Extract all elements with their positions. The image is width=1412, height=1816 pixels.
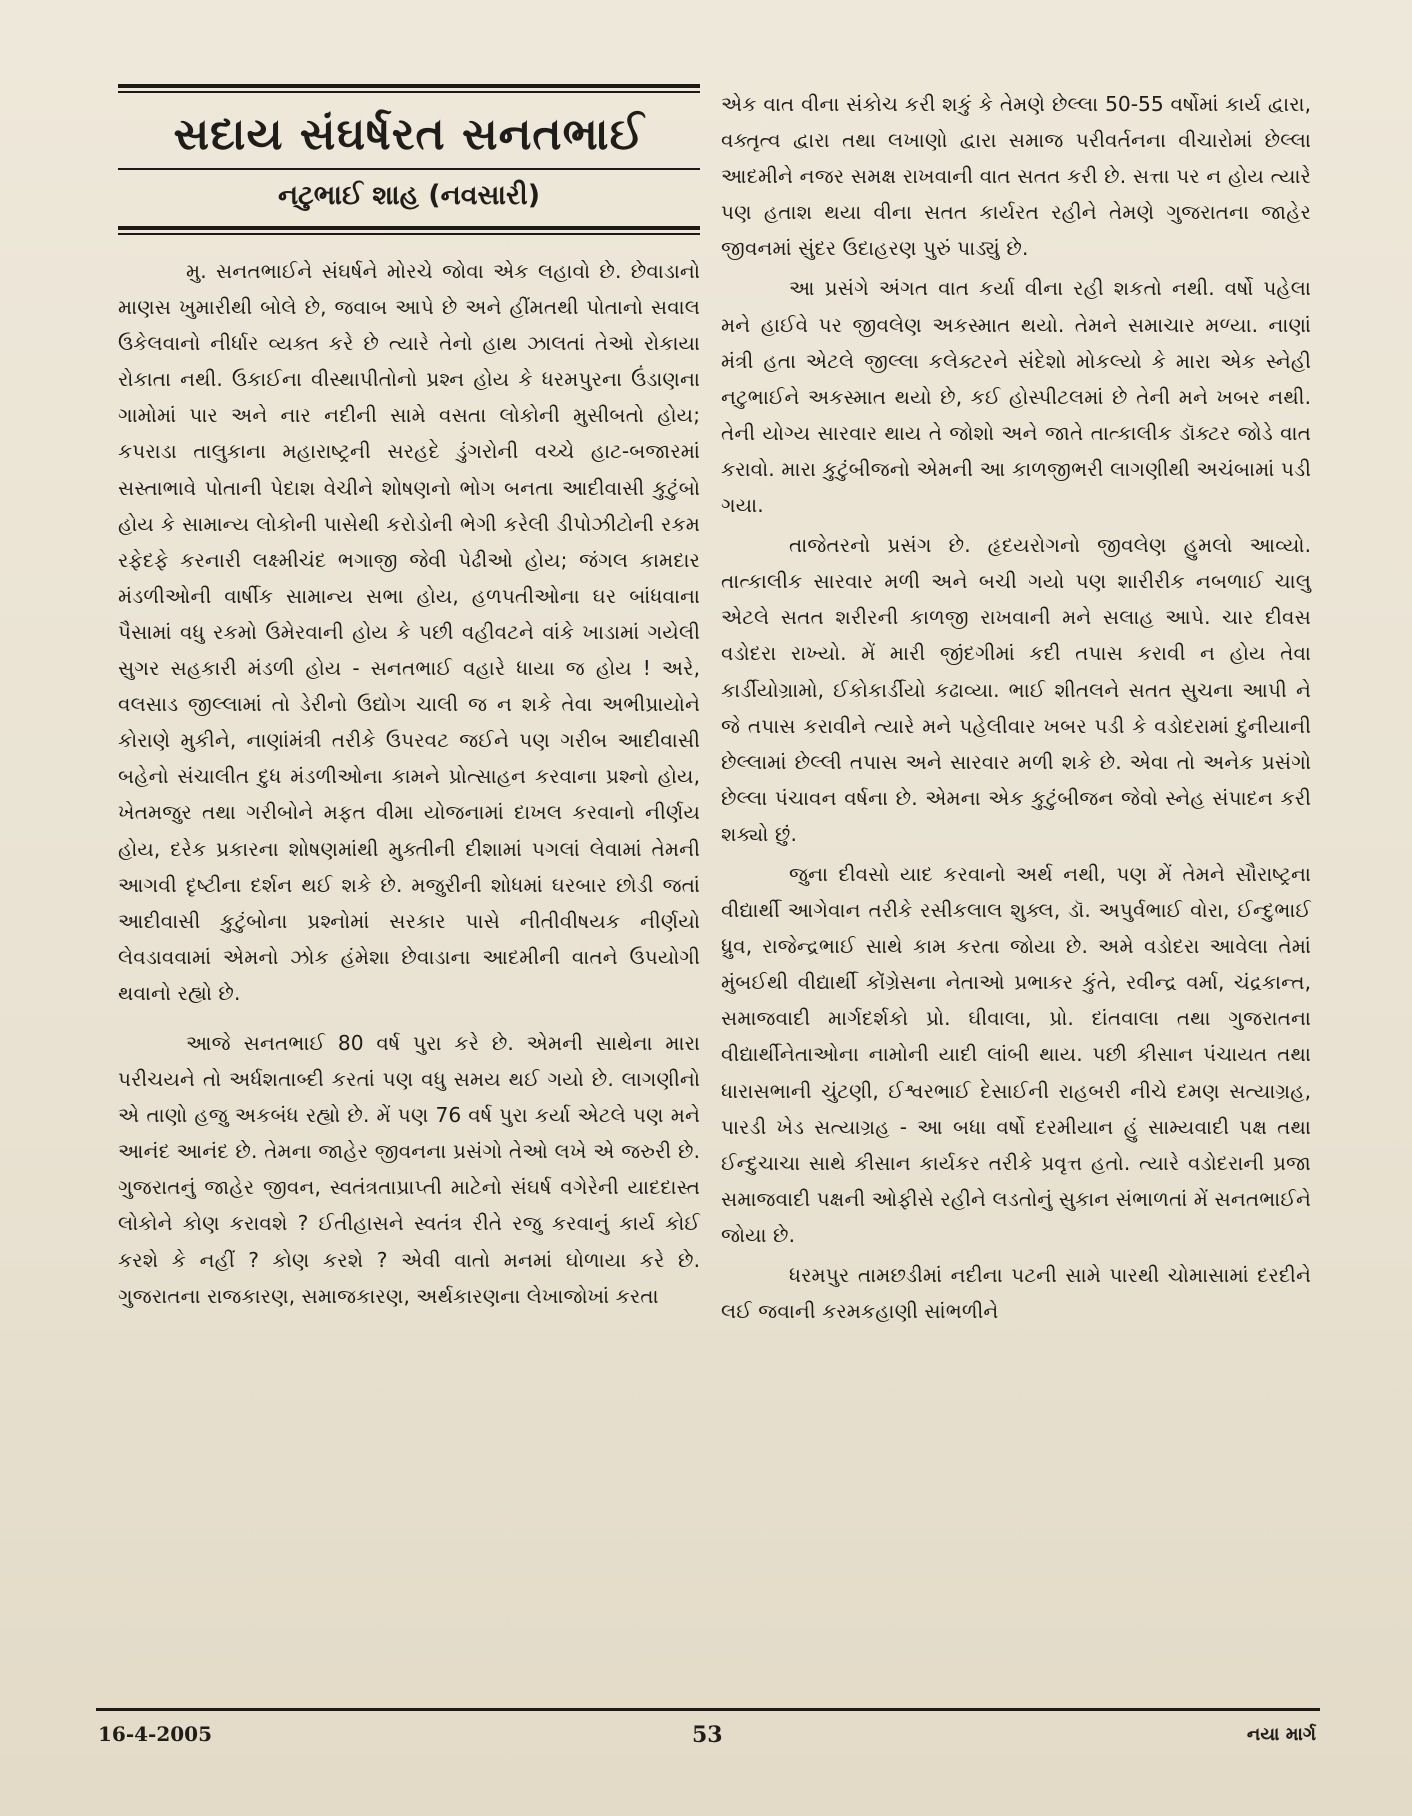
paragraph: જુના દીવસો યાદ કરવાનો અર્થ નથી, પણ મેં તેમને સૌરાષ્ટ્રના વીદ્યાર્થી આગેવાન તરીકે રસીકલાલ શુક્લ, ડૉ. અપુર્વભાઈ વોરા, ઈન્દુભાઈ ધ્રુવ, રાજેન્દ્રભાઈ સાથે કામ કરતા જોયા છે. અમે વડોદરા આવેલા તેમાં મુંબઈથી વીદ્યાર્થી કોંગ્રેસના નેતાઓ પ્રભાકર કુંતે, રવીન્દ્ર વર્મા, ચંદ્રકાન્ત, સમાજવાદી માર્ગદર્શકો પ્રો. ઘીવાલા, પ્રો. દાંતવાલા તથા ગુજરાતના વીદ્યાર્થીનેતાઓના નામોની યાદી લાંબી થાય. પછી કીસાન પંચાયત તથા ધારાસભાની ચુંટણી, ઈશ્વરભાઈ દેસાઈની રાહબરી નીચે દમણ સત્યાગ્રહ, પારડી ખેડ સત્યાગ્રહ - આ બધા વર્ષો દરમીયાન હું સામ્યવાદી પક્ષ તથા ઈન્દુચાચા સાથે કીસાન કાર્યકર તરીકે પ્રવૃત્ત હતો. ત્યારે વડોદરાની પ્રજા સમાજવાદી પક્ષની ઓફીસે રહીને લડતોનું સુકાન સંભાળતાં મેં સનતભાઈને જોયા છે. — [721, 861, 1311, 1247]
article-author: નટુભાઈ શાહ (નવસારી) — [277, 180, 541, 211]
title-bottom-rule — [118, 168, 700, 170]
page-number: 53 — [692, 1722, 723, 1748]
left-column-text — [118, 253, 700, 1314]
title-top-rule-thin — [118, 91, 700, 93]
article-title: સદાય સંઘર્ષરત સનતભાઈ — [173, 109, 645, 160]
title-top-rule — [118, 84, 700, 88]
right-column — [721, 86, 1311, 1329]
paragraph: મુ. સનતભાઈને સંઘર્ષને મોરચે જોવા એક લહાવો છે. છેવાડાનો માણસ ખુમારીથી બોલે છે, જવાબ આપે છે અને હીંમતથી પોતાનો સવાલ ઉકેલવાનો નીર્ધાર વ્યક્ત કરે છે ત્યારે તેનો હાથ ઝાલતાં તેઓ રોકાયા રોકાતા નથી. ઉકાઈના વીસ્થાપીતોનો પ્રશ્ન હોય કે ધરમપુરના ઉંડાણના ગામોમાં પાર અને નાર નદીની સામે વસતા લોકોની મુસીબતો હોય; કપરાડા તાલુકાના મહારાષ્ટ્રની સરહદે ડુંગરોની વચ્ચે હાટ-બજારમાં સસ્તાભાવે પોતાની પેદાશ વેચીને શોષણનો ભોગ બનતા આદીવાસી કુટુંબો હોય કે સામાન્ય લોકોની પાસેથી કરોડોની ભેગી કરેલી ડીપોઝીટોની રકમ રફેદફે કરનારી લક્ષ્મીચંદ ભગાજી જેવી પેઢીઓ હોય; જંગલ કામદાર મંડળીઓની વાર્ષીક સામાન્ય સભા હોય, હળપતીઓના ઘર બાંધવાના પૈસામાં વધુ રકમો ઉમેરવાની હોય કે પછી વહીવટને વાંકે ખાડામાં ગયેલી સુગર સહકારી મંડળી હોય - સનતભાઈ વહારે ધાયા જ હોય ! અરે, વલસાડ જીલ્લામાં તો ડેરીનો ઉદ્યોગ ચાલી જ ન શકે તેવા અભીપ્રાયોને કોરાણે મુકીને, નાણાંમંત્રી તરીકે ઉપરવટ જઈને પણ ગરીબ આદીવાસી બહેનો સંચાલીત દુધ મંડળીઓના કામને પ્રોત્સાહન કરવાના પ્રશ્નો હોય, ખેતમજુર તથા ગરીબોને મફત વીમા યોજનામાં દાખલ કરવાનો નીર્ણય હોય, દરેક પ્રકારના શોષણમાંથી મુક્તીની દીશામાં પગલાં લેવામાં તેમની આગવી દૃષ્ટીના દર્શન થઈ શકે છે. મજુરીની શોધમાં ઘરબાર છોડી જતાં આદીવાસી કુટુંબોના પ્રશ્નોમાં સરકાર પાસે નીતીવીષયક નીર્ણયો લેવડાવવામાં એમનો ઝોક હંમેશા છેવાડાના આદમીની વાતને ઉપયોગી થવાનો રહ્યો છે. — [118, 259, 700, 1005]
paragraph: આજે સનતભાઈ 80 વર્ષ પુરા કરે છે. એમની સાથેના મારા પરીચયને તો અર્ધશતાબ્દી કરતાં પણ વધુ સમય થઈ ગયો છે. લાગણીનો એ તાણો હજુ અકબંધ રહ્યો છે. મેં પણ 76 વર્ષ પુરા કર્યા એટલે પણ મને આનંદ આનંદ છે. તેમના જાહેર જીવનના પ્રસંગો તેઓ લખે એ જરુરી છે. ગુજરાતનું જાહેર જીવન, સ્વતંત્રતાપ્રાપ્તી માટેનો સંઘર્ષ વગેરેની યાદદાસ્ત લોકોને કોણ કરાવશે ? ઈતીહાસને સ્વતંત્ર રીતે રજુ કરવાનું કાર્ય કોઈ કરશે કે નહીં ? કોણ કરશે ? એવી વાતો મનમાં ઘોળાયા કરે છે. ગુજરાતના રાજકારણ, સમાજકારણ, અર્થકારણના લેખાજોખાં કરતા — [118, 1030, 700, 1308]
paragraph: એક વાત વીના સંકોચ કરી શકું કે તેમણે છેલ્લા 50-55 વર્ષોમાં કાર્ય દ્વારા, વક્તૃત્વ દ્વારા તથા લખાણો દ્વારા સમાજ પરીવર્તનના વીચારોમાં છેલ્લા આદમીને નજર સમક્ષ રાખવાની વાત સતત કરી છે. સત્તા પર ન હોય ત્યારે પણ હતાશ થયા વીના સતત કાર્યરત રહીને તેમણે ગુજરાતના જાહેર જીવનમાં સુંદર ઉદાહરણ પુરું પાડ્યું છે. — [721, 92, 1311, 261]
paragraph: તાજેતરનો પ્રસંગ છે. હૃદયરોગનો જીવલેણ હુમલો આવ્યો. તાત્કાલીક સારવાર મળી અને બચી ગયો પણ શારીરીક નબળાઈ ચાલુ એટલે સતત શરીરની કાળજી રાખવાની મને સલાહ આપે. ચાર દીવસ વડોદરા રાખ્યો. મેં મારી જીંદગીમાં કદી તપાસ કરાવી ન હોય તેવા કાર્ડીયોગ્રામો, ઈકોકાર્ડીયો કઢાવ્યા. ભાઈ શીતલને સતત સુચના આપી ને જે તપાસ કરાવીને ત્યારે મને પહેલીવાર ખબર પડી કે વડોદરામાં દુનીયાની છેલ્લામાં છેલ્લી તપાસ અને સારવાર મળી શકે છે. એવા તો અનેક પ્રસંગો છેલ્લા પંચાવન વર્ષના છે. એમના એક કુટુંબીજન જેવો સ્નેહ સંપાદન કરી શક્યો છું. — [721, 533, 1311, 846]
footer-date: 16-4-2005 — [98, 1722, 213, 1746]
paragraph: ધરમપુર તામછડીમાં નદીના પટની સામે પારથી ચોમાસામાં દરદીને લઈ જવાની કરમકહાણી સાંભળીને — [721, 1263, 1311, 1324]
footer-rule — [96, 1708, 1320, 1711]
magazine-name: નયા માર્ગ — [1246, 1724, 1316, 1745]
paragraph: આ પ્રસંગે અંગત વાત કર્યા વીના રહી શકતો નથી. વર્ષો પહેલા મને હાઈવે પર જીવલેણ અકસ્માત થયો. તેમને સમાચાર મળ્યા. નાણાં મંત્રી હતા એટલે જીલ્લા કલેક્ટરને સંદેશો મોકલ્યો કે મારા એક સ્નેહી નટુભાઈને અકસ્માત થયો છે, કઈ હોસ્પીટલમાં છે તેની મને ખબર નથી. તેની યોગ્ય સારવાર થાય તે જોશો અને જાતે તાત્કાલીક ડૉક્ટર જોડે વાત કરાવો. મારા કુટુંબીજનો એમની આ કાળજીભરી લાગણીથી અચંબામાં પડી ગયા. — [721, 276, 1311, 518]
author-bottom-rule — [118, 226, 700, 230]
left-column — [118, 84, 700, 1314]
author-bottom-rule-thin — [118, 233, 700, 235]
right-column-text — [721, 86, 1311, 1329]
